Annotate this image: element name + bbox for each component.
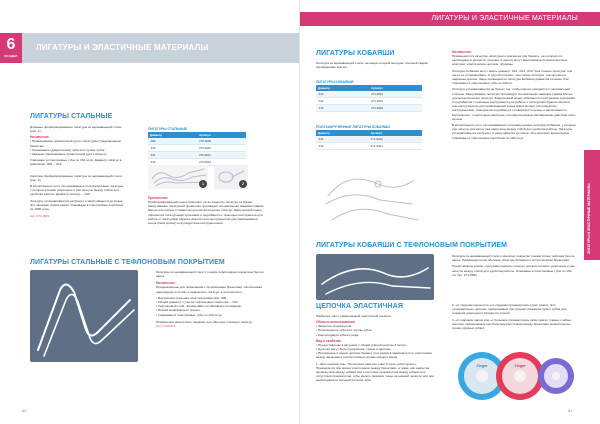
steel-install-text: Лигатуры устанавливаются на брекет и закручиваются до конца. Это экономит время врача. Упакованы в пластиковые коробочки по 1000 штук. bbox=[30, 198, 124, 212]
side-tab-label: ЛИГАТУРЫ И ЭЛАСТИЧНЫЕ МАТЕРИАЛЫ bbox=[587, 183, 591, 254]
table-header-cell: Диаметр bbox=[316, 85, 369, 91]
kobayashi-semi-table-block bbox=[316, 125, 422, 150]
kobayashi-semi-table bbox=[316, 130, 422, 150]
section-label: РАЗДЕЛ bbox=[4, 54, 18, 58]
table-row bbox=[148, 145, 246, 152]
chain-open-space-text: 2. «С средним шагом или «со средним промежутком» (open space). Эти «стандартные» цепочки, применяемые при средних размерах зуба и зубов для создания умеренного (среднего) усилия. bbox=[452, 303, 567, 316]
page-number-left: 60 bbox=[22, 408, 27, 413]
kobayashi-teflon-title: ЛИГАТУРЫ КОБАЯШИ С ТЕФЛОНОВЫМ ПОКРЫТИЕМ bbox=[316, 242, 508, 249]
steel-text-col bbox=[30, 125, 125, 218]
table-cell: .016 bbox=[316, 105, 369, 112]
table-row bbox=[316, 98, 422, 105]
table-cell: 271-S012 bbox=[369, 136, 422, 143]
kobayashi-intro: Лигатура из нержавеющей стали, на конце который методом точечной сварки сформирован крючок. bbox=[316, 61, 429, 70]
table-cell: 271-0012 bbox=[369, 91, 422, 98]
teflon-ligature-drawing bbox=[30, 270, 138, 362]
page-header-band bbox=[22, 33, 300, 63]
steel-purpose-label: Назначение: bbox=[30, 135, 50, 140]
teflon-article: Арт. 272/0012 bbox=[156, 324, 176, 329]
kobayashi-table-title: ЛИГАТУРЫ КОБАЯШИ bbox=[316, 80, 354, 84]
figure-badge-2: 2 bbox=[239, 180, 247, 188]
table-cell: .012 bbox=[148, 159, 197, 166]
teflon-bullet: • Внутренняя стальная лигатура диаметром .009. bbox=[156, 295, 228, 300]
spool-label: Zinger bbox=[514, 363, 526, 368]
kobayashi-teflon-text bbox=[452, 254, 576, 277]
table-cell: 270-0010 bbox=[197, 145, 246, 152]
kobayashi-install-text: Лигатура устанавливается на брекет так, чтобы крючок находился с гингивальной стороны. Закручивание лигатуры производят специальным зажимом (зажим Мэтью для металлических лигатур). Закрученный конец обрезается лигатурными кусачками и подгибается с помощью инструмента для работы с лигатурами (ligature-director) или инструментом для привязывания конца (band pusher) или раздатчик инструментами. Сам крючок подгибается к поверхности десны и располагается вертикально, с некоторым наклоном, противоположным направлению действия силы на нем. bbox=[452, 87, 576, 121]
kobayashi-table-block bbox=[316, 80, 422, 112]
table-header-cell: Артикул bbox=[369, 130, 422, 136]
steel-bullet: • Привязывание проволочной дуги к лигатурам (традиционным брекетам. bbox=[30, 139, 121, 148]
kobayashi-purpose-text: Применяются в качестве лигатурного крючка на том брекете, на котором это необходимо в процессе лечения. К крючку могут фиксироваться межчелюстные эластики, эластические цепочки, пружины. bbox=[452, 54, 568, 67]
right-page bbox=[300, 0, 600, 424]
table-cell: 271-0014 bbox=[369, 98, 422, 105]
teflon-bullet: • Упакованы в пластиковые тубы по 100 штук. bbox=[156, 312, 223, 317]
table-cell: 270-0009 bbox=[197, 138, 246, 145]
chain-prop-item: • Предоставлены в катушках с общей длиной цепочки 4 метра. bbox=[316, 342, 407, 347]
steel-application bbox=[148, 196, 266, 225]
teflon-bullet: • Общий диаметр с учетом тефлонового покрытия – .012. bbox=[156, 300, 239, 305]
chain-intro: Наиболее часто применяемый эластичный элемент. bbox=[316, 314, 392, 318]
teflon-title: ЛИГАТУРЫ СТАЛЬНЫЕ С ТЕФЛОНОВЫМ ПОКРЫТИЕМ bbox=[30, 259, 225, 266]
steel-ligature-image-1 bbox=[148, 165, 208, 189]
steel-table-block bbox=[148, 127, 246, 166]
table-cell: 271-0016 bbox=[369, 105, 422, 112]
teflon-intro: Лигатуры из нержавеющей стали с тонким тефлоновым покрытием белого цвета. bbox=[156, 270, 264, 279]
spool-label: Zinger bbox=[476, 363, 488, 368]
chain-areas-label: Области использования bbox=[316, 320, 355, 325]
steel-pack-text: Упаковано в пластиковые тубы по 334 штук. Диаметр лигатур в диапазоне .009 – .012. bbox=[30, 158, 122, 167]
steel-table bbox=[148, 132, 246, 166]
chain-wide-space-text: 3. «С широким шагом или «с большим промежутком» (wide space). Самые слабые цепочки, применяемые при большом расстоянии между брекетами (значительных трема, крупных зубах). bbox=[452, 317, 572, 331]
kobayashi-teflon-p1: Лигатура из нержавеющей стали с крючком, покрытая тонким слоем тефлона белого цвета. Применяются как обычные лигатуры Кобаяши с эстетическими брекетами. bbox=[452, 254, 575, 263]
teflon-usage-text: Применение аналогично таковому для обычных стальных лигатур. bbox=[156, 319, 253, 324]
kobayashi-teflon-p2: Представлены в виде «полузакрученных» лигатур, кончики которых укорочены и уже загнуты между собой для удобства работы. Упакованы в пластиковые тубы по 100 шт. Арт. 271-0004 bbox=[452, 264, 575, 277]
kobayashi-table bbox=[316, 85, 422, 112]
chain-area-item: • Консолидация зубного ряда. bbox=[316, 332, 360, 337]
table-row bbox=[316, 105, 422, 112]
right-header-band bbox=[300, 12, 600, 26]
chain-spools-image bbox=[452, 348, 576, 402]
table-cell: .010 bbox=[148, 145, 197, 152]
figure-badge-1: 1 bbox=[199, 180, 207, 188]
kobayashi-teflon-drawing bbox=[316, 254, 434, 300]
steel-short-text: Короткие преформированные лигатуры из нержавеющей стали (рис. 2). bbox=[30, 173, 122, 182]
table-cell: .009 bbox=[148, 138, 197, 145]
application-label: Применение bbox=[148, 196, 168, 200]
table-cell: .014 bbox=[316, 143, 369, 150]
table-row bbox=[148, 152, 246, 159]
teflon-bullet: • Низкий коэффициент трения. bbox=[156, 308, 201, 313]
table-cell: .012 bbox=[316, 91, 369, 98]
table-header-cell: Артикул bbox=[197, 132, 246, 138]
table-cell: .012 bbox=[316, 136, 369, 143]
steel-title: ЛИГАТУРЫ СТАЛЬНЫЕ bbox=[30, 113, 113, 120]
table-cell: 270-0011 bbox=[197, 152, 246, 159]
kobayashi-teflon-image bbox=[316, 254, 434, 300]
kobayashi-right-col bbox=[452, 50, 576, 140]
page-number-right: 61 bbox=[568, 408, 573, 413]
section-number: 6 bbox=[6, 36, 16, 53]
application-text: Преформированный конец позволяет легко зацепить лигатуру за брекет. Закручивание лигатурной проволоки производят специальным зажимом (зажим Мэтью или щипцы Стоквелла) для металлических лигатур. Закрученный конец обрезается лигатурными кусачками и подгибается с помощью инструмента для работы с лигатурами (ligature-director) или инструментом для привязывания конца (band pusher) или раздатчика инструментами. bbox=[148, 200, 264, 226]
kobayashi-diameter-text: Лигатуры Кобаяши могут иметь диаметр .012, .014, .016. Чем тоньше лигатура, тем легче ее устанавливать. С другой стороны, чем толще лигатура, тем прочнее и надежнее крючок. Чаще применяются лигатуры Кобаяши диаметра сечения .012. Упакованы в пластиковые тубы по 100 шт. bbox=[452, 68, 573, 86]
chain-prop-item: • Цепочки могут быть прозрачные, серые и цветные. bbox=[316, 347, 392, 352]
table-header-cell: Диаметр bbox=[316, 130, 369, 136]
teflon-bullet: • Тефлоновый слой, чрезвычайно устойчивый к истиранию. bbox=[156, 304, 242, 309]
chain-right-col bbox=[452, 303, 576, 330]
page-title: ЛИГАТУРЫ И ЭЛАСТИЧНЫЕ МАТЕРИАЛЫ bbox=[36, 43, 209, 52]
teflon-purpose-label: Назначение: bbox=[156, 281, 176, 286]
table-header-cell: Диаметр bbox=[148, 132, 197, 138]
chain-props-label: Вид и свойства bbox=[316, 338, 341, 343]
chain-spools-drawing bbox=[452, 348, 576, 402]
teflon-purpose-text: Предназначены для применения с прозрачными брекетами, обеспечивая однородную эстетику и надежность лигатур, а эстетичность. bbox=[156, 285, 263, 294]
chain-title: ЦЕПОЧКА ЭЛАСТИЧНАЯ bbox=[316, 303, 404, 310]
chain-prop-item: • Прозрачные и серые цепочки бывают трех видов в зависимости от расстояния между звеньями и соответственно длины каждого звена. bbox=[316, 351, 432, 360]
kobayashi-purpose-label: Назначение: bbox=[452, 50, 472, 54]
table-row bbox=[316, 143, 422, 150]
kobayashi-image bbox=[318, 160, 422, 232]
kobayashi-semi-text: В ассортименте есть так называемые полузакрученные лигатуры Кобаяши, у которых уже загнуты кончики и уже закручены между собой для удобства работы. Лигатура устанавливается на брекет и закручивается до конца. Это экономит время врача. Упакованы в пластиковые коробочки по 100 штук. bbox=[452, 123, 576, 140]
chain-short-space-text: 1. «Без промежутка». На катушке нанесен ответ в поле «short space». Применяется при малых расстояниях между брекетами, а также для закрытия промежутков между зубами или отсутствие промежутков между зубами или отсутствии промежутков, зубы малого размера, чаще на нижней челюсти или при необходимости сильной ротации зуба. bbox=[316, 361, 434, 383]
chain-left-col bbox=[316, 314, 434, 383]
kobayashi-title: ЛИГАТУРЫ КОБАЯШИ bbox=[316, 50, 395, 57]
table-cell: .014 bbox=[316, 98, 369, 105]
table-header-cell: Артикул bbox=[369, 85, 422, 91]
teflon-text-col bbox=[156, 270, 264, 328]
steel-article: Арт. 271-0001 bbox=[30, 214, 50, 219]
steel-ligature-image-2 bbox=[214, 165, 248, 189]
teflon-image bbox=[30, 270, 138, 362]
steel-assortment-text: В ассортименте есть так называемые полупрозрачные лигатуры, у которых кончики укорочены и уже загнуты между собой для удобства работы. Диаметр лигатур – .010. bbox=[30, 184, 124, 197]
steel-bullet: • Задание привязывание проволочной дуги к брекету. bbox=[30, 152, 108, 157]
chain-area-item: • Перемещение зуба или группы зубов. bbox=[316, 328, 373, 333]
right-page-title: ЛИГАТУРЫ И ЭЛАСТИЧНЫЕ МАТЕРИАЛЫ bbox=[431, 15, 578, 22]
table-cell: .011 bbox=[148, 152, 197, 159]
table-cell: 270-0012 bbox=[197, 159, 246, 166]
steel-table-title: ЛИГАТУРЫ СТАЛЬНЫЕ bbox=[148, 127, 188, 131]
steel-intro: Длинные преформированные лигатуры из нержавеющей стали (рис. 1). bbox=[30, 125, 122, 134]
table-cell: 271-S014 bbox=[369, 143, 422, 150]
steel-bullet: • Связывание (диверсионно) зуба или группы зубов. bbox=[30, 147, 106, 152]
section-tab bbox=[0, 33, 22, 63]
kobayashi-semi-table-title: ПОЛУЗАКРУЧЕННЫЕ ЛИГАТУРЫ КОБАЯШИ bbox=[316, 125, 390, 129]
chain-area-item: • Закрытие промежутков. bbox=[316, 324, 353, 329]
kobayashi-ligature-drawing bbox=[318, 160, 422, 232]
side-tab bbox=[584, 150, 600, 260]
